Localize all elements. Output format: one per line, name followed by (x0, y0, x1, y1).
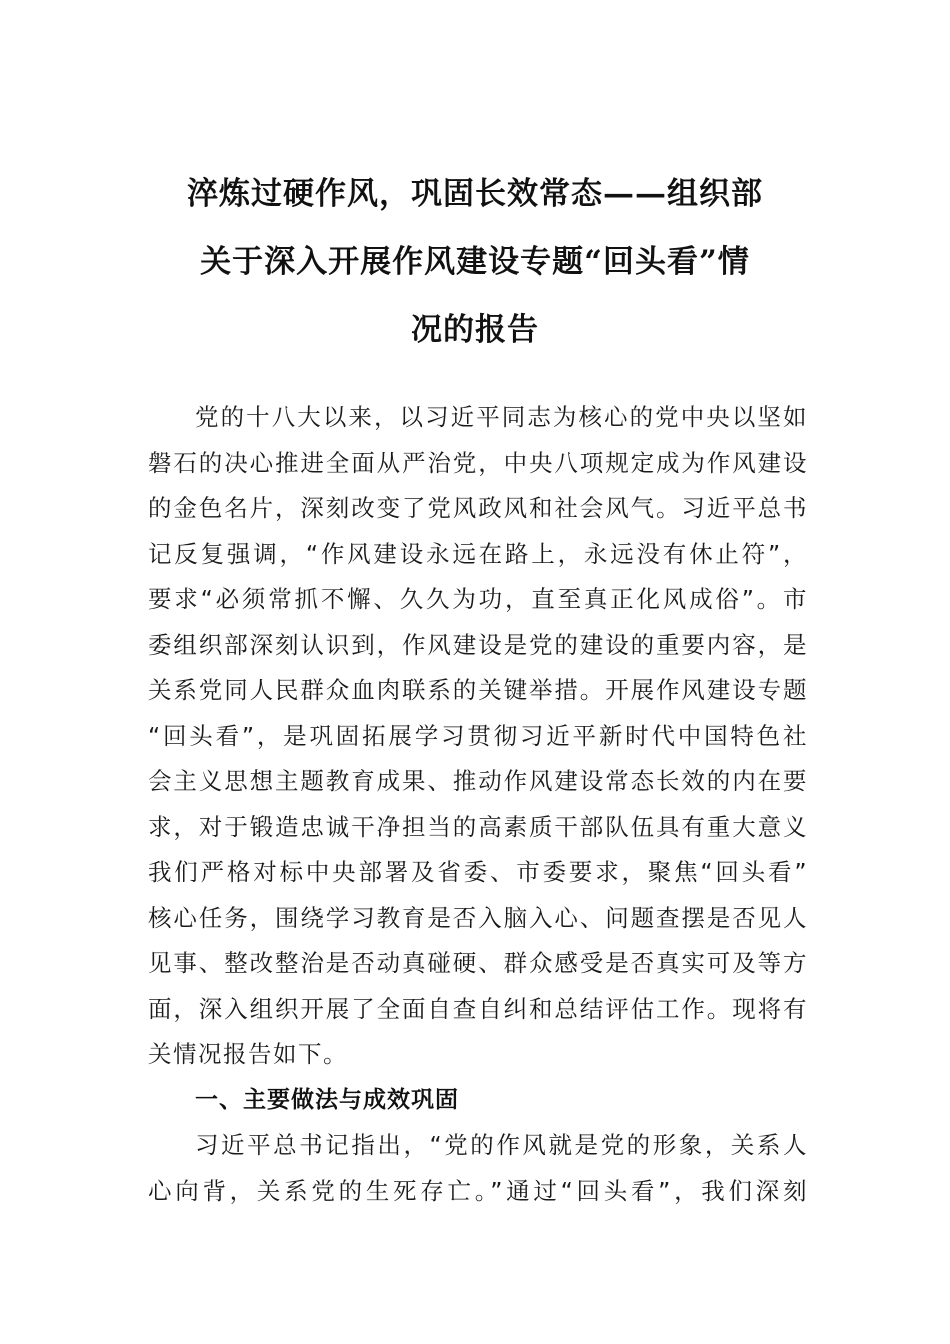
document-title (150, 160, 800, 364)
paragraph-line: 我们严格对标中央部署及省委、市委要求，聚焦“回头看” (148, 858, 808, 886)
section-heading: 一、主要做法与成效巩固 (195, 1086, 459, 1113)
paragraph-line: 见事、整改整治是否动真碰硬、群众感受是否真实可及等方 (148, 949, 808, 977)
paragraph-line: 要求“必须常抓不懈、久久为功，直至真正化风成俗”。市 (148, 585, 808, 613)
paragraph-line: “回头看”，是巩固拓展学习贯彻习近平新时代中国特色社 (148, 721, 808, 750)
paragraph-line: 面，深入组织开展了全面自查自纠和总结评估工作。现将有 (148, 994, 808, 1023)
paragraph-line: 记反复强调，“作风建设永远在路上，永远没有休止符”， (148, 539, 808, 568)
paragraph-line: 党的十八大以来，以习近平同志为核心的党中央以坚如 (195, 403, 808, 431)
paragraph-line: 磐石的决心推进全面从严治党，中央八项规定成为作风建设 (148, 448, 808, 477)
paragraph-line: 心向背，关系党的生死存亡。”通过“回头看”，我们深刻 (148, 1176, 808, 1205)
document-body (148, 395, 808, 1214)
paragraph-intro (148, 395, 808, 1078)
paragraph-line: 求，对于锻造忠诚干净担当的高素质干部队伍具有重大意义 (148, 812, 808, 841)
paragraph-line: 的金色名片，深刻改变了党风政风和社会风气。习近平总书 (148, 494, 808, 522)
paragraph-line: 关系党同人民群众血肉联系的关键举措。开展作风建设专题 (148, 676, 808, 704)
paragraph-line: 委组织部深刻认识到，作风建设是党的建设的重要内容，是 (148, 630, 808, 659)
title-line: 况的报告 (411, 312, 539, 348)
title-line: 淬炼过硬作风，巩固长效常态——组织部 (187, 176, 763, 212)
title-line: 关于深入开展作风建设专题“回头看”情 (200, 244, 750, 280)
paragraph-line: 习近平总书记指出，“党的作风就是党的形象，关系人 (195, 1131, 808, 1159)
paragraph-line: 核心任务，围绕学习教育是否入脑入心、问题查摆是否见人 (148, 903, 808, 932)
paragraph-line: 会主义思想主题教育成果、推动作风建设常态长效的内在要 (148, 767, 808, 795)
paragraph-section1 (148, 1123, 808, 1214)
paragraph-line: 关情况报告如下。 (148, 1040, 348, 1068)
